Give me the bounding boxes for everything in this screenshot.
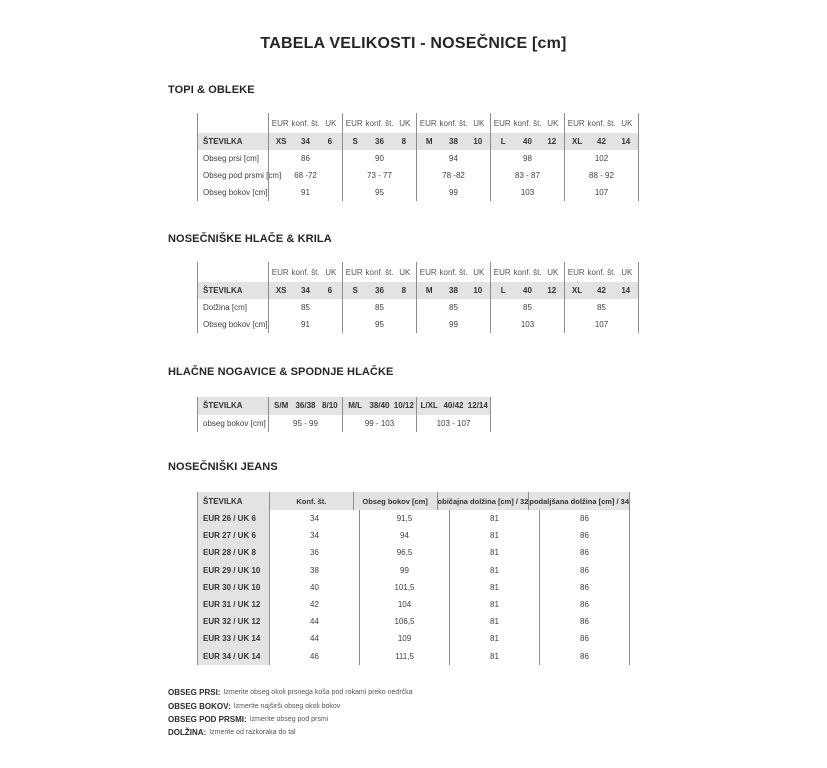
size-header-group xyxy=(342,113,416,133)
size-header-group xyxy=(564,262,639,282)
footnote-text: Izmerite obseg okoli prsnega koša pod rokami preko nedrčka xyxy=(223,689,413,697)
size-group xyxy=(268,133,342,150)
row-label: Obseg bokov [cm] xyxy=(197,184,268,201)
value-cell: 85 xyxy=(490,299,564,316)
column-header: EUR xyxy=(345,118,363,128)
value-cell: 81 xyxy=(449,596,539,613)
value-cell: 99 xyxy=(359,562,449,579)
size-cell: 10/12 xyxy=(393,401,414,411)
size-header-group xyxy=(268,262,342,282)
value-cell: 99 - 103 xyxy=(342,415,416,433)
column-header: Obseg bokov [cm] xyxy=(353,492,437,510)
size-group xyxy=(416,133,490,150)
value-cell: 94 xyxy=(359,527,449,544)
measurement-footnotes xyxy=(168,686,413,740)
row-label: Obseg pod prsmi [cm] xyxy=(197,167,268,184)
table-row xyxy=(197,648,630,665)
column-header: UK xyxy=(547,267,559,277)
footnote-line xyxy=(168,726,413,739)
size-group xyxy=(416,282,490,299)
value-cell: 88 - 92 xyxy=(564,167,639,184)
row-label: Obseg prsi [cm] xyxy=(197,150,268,167)
jeans-header-row xyxy=(197,492,630,510)
column-header: UK xyxy=(547,118,559,128)
value-cell: 90 xyxy=(342,150,416,167)
size-header-group xyxy=(342,262,416,282)
section-heading-tops-dresses: TOPI & OBLEKE xyxy=(168,84,255,96)
footnote-label: OBSEG BOKOV: xyxy=(168,701,231,711)
column-header: EUR xyxy=(419,118,437,128)
table-row xyxy=(197,510,630,527)
table-row xyxy=(197,613,630,630)
value-cell: 44 xyxy=(269,613,359,630)
size-cell: 34 xyxy=(301,137,310,146)
value-cell: 91 xyxy=(268,316,342,333)
row-label: Obseg bokov [cm] xyxy=(197,316,268,333)
size-cell: 36 xyxy=(375,137,384,146)
size-group xyxy=(564,133,639,150)
size-cell: L/XL xyxy=(420,401,438,411)
size-header-group xyxy=(268,113,342,133)
size-cell: XS xyxy=(275,286,287,295)
size-group xyxy=(342,397,416,415)
size-cell: 40 xyxy=(523,286,532,295)
value-cell: 36 xyxy=(269,544,359,561)
column-header: UK xyxy=(473,267,485,277)
table-corner xyxy=(197,113,268,133)
size-cell: S xyxy=(352,137,358,146)
value-cell: 94 xyxy=(416,150,490,167)
value-cell: 86 xyxy=(539,648,630,665)
size-cell: 34 xyxy=(301,286,310,295)
column-header: konf. št. xyxy=(587,118,616,128)
section-heading-pants-skirts: NOSEČNIŠKE HLAČE & KRILA xyxy=(168,233,332,245)
stevilka-row xyxy=(197,282,639,299)
table-row xyxy=(197,316,639,333)
value-cell: 73 - 77 xyxy=(342,167,416,184)
section-heading-jeans: NOSEČNIŠKI JEANS xyxy=(168,461,278,473)
value-cell: 91 xyxy=(268,184,342,201)
value-cell: 101,5 xyxy=(359,579,449,596)
footnote-label: OBSEG PRSI: xyxy=(168,688,221,698)
size-cell: L xyxy=(500,286,506,295)
size-cell: 36 xyxy=(375,286,384,295)
footnote-text: Izmerite obseg pod prsmi xyxy=(249,715,329,723)
size-group xyxy=(342,282,416,299)
tops-dresses-table xyxy=(197,113,639,201)
column-header: konf. št. xyxy=(365,118,394,128)
size-group xyxy=(268,282,342,299)
column-header: konf. št. xyxy=(439,118,468,128)
column-header: EUR xyxy=(567,267,585,277)
value-cell: 85 xyxy=(564,299,639,316)
stevilka-label: ŠTEVILKA xyxy=(197,133,268,150)
table-row xyxy=(197,415,491,433)
size-cell: M xyxy=(425,137,433,146)
footnote-text: Izmerite najširši obseg okoli bokov xyxy=(233,702,341,710)
value-cell: 81 xyxy=(449,630,539,647)
value-cell: 86 xyxy=(539,579,630,596)
stevilka-label: ŠTEVILKA xyxy=(197,397,268,415)
size-header-row xyxy=(197,262,639,282)
size-cell: 12/14 xyxy=(467,401,488,411)
column-header: konf. št. xyxy=(513,267,542,277)
value-cell: 86 xyxy=(539,562,630,579)
value-cell: 103 xyxy=(490,184,564,201)
column-header: EUR xyxy=(271,267,289,277)
row-label: EUR 34 / UK 14 xyxy=(197,648,269,665)
value-cell: 38 xyxy=(269,562,359,579)
table-row xyxy=(197,562,630,579)
table-row xyxy=(197,579,630,596)
row-label: EUR 27 / UK 6 xyxy=(197,527,269,544)
row-label: EUR 26 / UK 6 xyxy=(197,510,269,527)
footnote-label: OBSEG POD PRSMI: xyxy=(168,714,247,724)
table-row xyxy=(197,596,630,613)
value-cell: 78 -82 xyxy=(416,167,490,184)
value-cell: 86 xyxy=(268,150,342,167)
column-header: EUR xyxy=(271,118,289,128)
stevilka-row xyxy=(197,397,491,415)
size-cell: XL xyxy=(572,137,583,146)
column-header: običajna dolžina [cm] / 32 xyxy=(437,492,529,510)
size-cell: M/L xyxy=(348,401,363,411)
column-header: konf. št. xyxy=(365,267,394,277)
value-cell: 68 -72 xyxy=(268,167,342,184)
table-row xyxy=(197,630,630,647)
size-cell: S/M xyxy=(274,401,289,411)
value-cell: 109 xyxy=(359,630,449,647)
column-header: konf. št. xyxy=(291,118,320,128)
size-cell: 14 xyxy=(621,137,631,146)
value-cell: 81 xyxy=(449,544,539,561)
table-row xyxy=(197,299,639,316)
jeans-table xyxy=(197,492,630,665)
column-header: UK xyxy=(621,267,633,277)
size-cell: 38 xyxy=(449,137,458,146)
value-cell: 91,5 xyxy=(359,510,449,527)
footnote-label: DOLŽINA: xyxy=(168,728,207,738)
size-group xyxy=(342,133,416,150)
size-header-group xyxy=(490,113,564,133)
value-cell: 95 xyxy=(342,184,416,201)
column-header: UK xyxy=(399,118,411,128)
table-row xyxy=(197,167,639,184)
value-cell: 40 xyxy=(269,579,359,596)
size-group xyxy=(268,397,342,415)
size-cell: 8/10 xyxy=(322,401,338,411)
value-cell: 86 xyxy=(539,613,630,630)
row-label: Dolžina [cm] xyxy=(197,299,268,316)
column-header: konf. št. xyxy=(439,267,468,277)
column-header: Konf. št. xyxy=(269,492,353,510)
column-header: UK xyxy=(325,267,337,277)
value-cell: 98 xyxy=(490,150,564,167)
value-cell: 81 xyxy=(449,613,539,630)
size-cell: 10 xyxy=(473,137,483,146)
size-cell: XS xyxy=(275,137,287,146)
pants-skirts-table xyxy=(197,262,639,333)
size-cell: 8 xyxy=(401,137,407,146)
value-cell: 83 - 87 xyxy=(490,167,564,184)
value-cell: 85 xyxy=(342,299,416,316)
size-cell: 42 xyxy=(597,137,606,146)
column-header: ŠTEVILKA xyxy=(197,492,269,510)
size-group xyxy=(490,282,564,299)
value-cell: 111,5 xyxy=(359,648,449,665)
size-cell: 14 xyxy=(621,286,631,295)
table-row xyxy=(197,184,639,201)
footnote-text: Izmerite od razkoraka do tal xyxy=(209,729,296,737)
table-row xyxy=(197,544,630,561)
value-cell: 96,5 xyxy=(359,544,449,561)
size-cell: 38 xyxy=(449,286,458,295)
value-cell: 42 xyxy=(269,596,359,613)
table-row xyxy=(197,150,639,167)
page-title: TABELA VELIKOSTI - NOSEČNICE [cm] xyxy=(260,35,567,52)
size-cell: 38/40 xyxy=(369,401,390,411)
value-cell: 81 xyxy=(449,510,539,527)
column-header: konf. št. xyxy=(513,118,542,128)
size-group xyxy=(564,282,639,299)
footnote-line xyxy=(168,713,413,726)
value-cell: 85 xyxy=(416,299,490,316)
size-cell: XL xyxy=(572,286,583,295)
size-cell: L xyxy=(500,137,506,146)
size-cell: 8 xyxy=(401,286,407,295)
size-cell: 36/38 xyxy=(295,401,316,411)
size-cell: M xyxy=(425,286,433,295)
value-cell: 81 xyxy=(449,527,539,544)
value-cell: 81 xyxy=(449,579,539,596)
value-cell: 81 xyxy=(449,648,539,665)
column-header: EUR xyxy=(567,118,585,128)
size-cell: S xyxy=(352,286,358,295)
size-cell: 6 xyxy=(327,137,333,146)
size-header-group xyxy=(416,113,490,133)
column-header: UK xyxy=(325,118,337,128)
row-label: EUR 31 / UK 12 xyxy=(197,596,269,613)
value-cell: 46 xyxy=(269,648,359,665)
value-cell: 103 - 107 xyxy=(416,415,491,433)
column-header: konf. št. xyxy=(587,267,616,277)
value-cell: 102 xyxy=(564,150,639,167)
row-label: obseg bokov [cm] xyxy=(197,415,268,433)
row-label: EUR 30 / UK 10 xyxy=(197,579,269,596)
size-cell: 12 xyxy=(547,286,557,295)
size-cell: 10 xyxy=(473,286,483,295)
table-corner xyxy=(197,262,268,282)
value-cell: 86 xyxy=(539,510,630,527)
value-cell: 34 xyxy=(269,527,359,544)
value-cell: 107 xyxy=(564,316,639,333)
value-cell: 85 xyxy=(268,299,342,316)
size-header-group xyxy=(564,113,639,133)
size-cell: 40/42 xyxy=(443,401,464,411)
stevilka-row xyxy=(197,133,639,150)
column-header: UK xyxy=(399,267,411,277)
value-cell: 81 xyxy=(449,562,539,579)
row-label: EUR 33 / UK 14 xyxy=(197,630,269,647)
table-row xyxy=(197,527,630,544)
value-cell: 44 xyxy=(269,630,359,647)
value-cell: 104 xyxy=(359,596,449,613)
column-header: EUR xyxy=(419,267,437,277)
column-header: podaljšana dolžina [cm] / 34 xyxy=(528,492,630,510)
row-label: EUR 32 / UK 12 xyxy=(197,613,269,630)
column-header: konf. št. xyxy=(291,267,320,277)
tights-underwear-table xyxy=(197,397,491,432)
value-cell: 86 xyxy=(539,630,630,647)
column-header: EUR xyxy=(493,267,511,277)
size-cell: 40 xyxy=(523,137,532,146)
size-group xyxy=(490,133,564,150)
value-cell: 103 xyxy=(490,316,564,333)
size-header-group xyxy=(490,262,564,282)
value-cell: 106,5 xyxy=(359,613,449,630)
stevilka-label: ŠTEVILKA xyxy=(197,282,268,299)
value-cell: 86 xyxy=(539,596,630,613)
column-header: EUR xyxy=(345,267,363,277)
size-cell: 6 xyxy=(327,286,333,295)
value-cell: 95 - 99 xyxy=(268,415,342,433)
column-header: UK xyxy=(473,118,485,128)
value-cell: 34 xyxy=(269,510,359,527)
column-header: UK xyxy=(621,118,633,128)
value-cell: 95 xyxy=(342,316,416,333)
footnote-line xyxy=(168,686,413,699)
value-cell: 99 xyxy=(416,184,490,201)
size-header-row xyxy=(197,113,639,133)
section-heading-tights-underwear: HLAČNE NOGAVICE & SPODNJE HLAČKE xyxy=(168,366,394,378)
column-header: EUR xyxy=(493,118,511,128)
row-label: EUR 28 / UK 8 xyxy=(197,544,269,561)
value-cell: 107 xyxy=(564,184,639,201)
size-header-group xyxy=(416,262,490,282)
footnote-line xyxy=(168,699,413,712)
value-cell: 86 xyxy=(539,527,630,544)
size-cell: 42 xyxy=(597,286,606,295)
size-cell: 12 xyxy=(547,137,557,146)
size-group xyxy=(416,397,491,415)
value-cell: 99 xyxy=(416,316,490,333)
row-label: EUR 29 / UK 10 xyxy=(197,562,269,579)
value-cell: 86 xyxy=(539,544,630,561)
